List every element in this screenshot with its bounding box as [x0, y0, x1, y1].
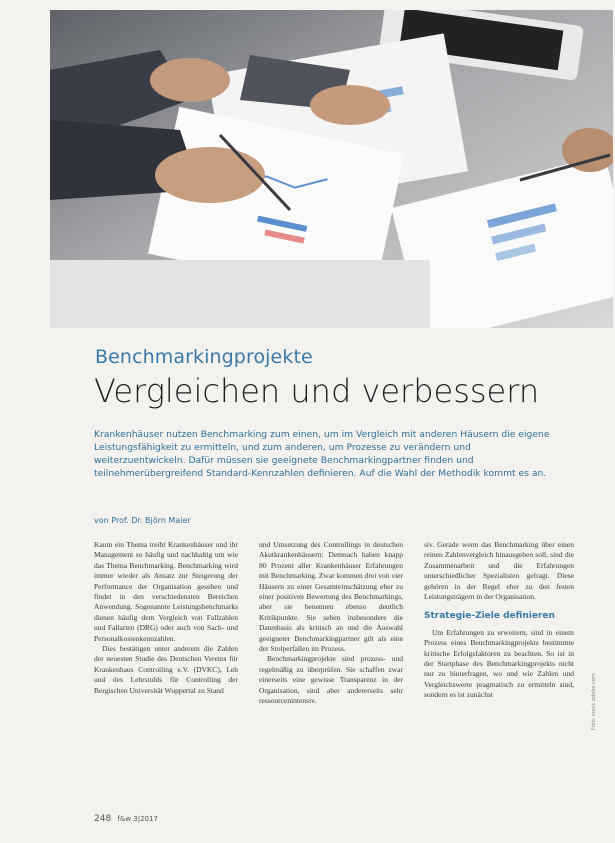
issue-label: f&w 3|2017	[117, 815, 158, 823]
photo-credit: Foto: stock.adobe.com	[591, 673, 597, 730]
article-lead: Krankenhäuser nutzen Benchmarking zum einen, um im Vergleich mit anderen Häusern die eigene Leistungsfähigkeit zu ermitteln, und zum anderen, um Prozesse zu verändern und weiterzuentwickeln. Dafür müssen sie geeignete Benchmarkingpartner finden und teilnehmerübergreifend Standard-Kennzahlen definieren. Auf die Wahl der Methodik kommt es an.	[94, 429, 550, 479]
body-paragraph: Benchmarkingprojekte sind prozess- und regelmäßig zu überprüfen. Sie schaffen zwar einerseits eine gewisse Transparenz in der Organisation, sind aber andererseits sehr ressourcenintensiv.	[259, 654, 403, 706]
body-paragraph: Kaum ein Thema treibt Krankenhäuser und ihr Management so häufig und nachhaltig um wie das Thema Benchmarking. Benchmarking wird immer wieder als Ansatz zur Steigerung der Performance der Organisation gesehen und findet in den verschiedensten Bereichen Anwendung. Sogenannte Leistungsbenchmarks dienen häufig dem Vergleich von Fallzahlen und Fallarten (DRG) oder auch von Sach- und Personalkostenkennzahlen.	[94, 540, 238, 643]
page-footer	[94, 814, 158, 824]
body-paragraph: und Umsetzung des Controllings in deutschen Akutkrankenhäusern: Demnach haben knapp 80 Prozent aller Krankenhäuser Erfahrungen mit Benchmarking. Zwar kommen drei von vier Häusern zu einer Gesamteinschätzung eher zu einer positiven Bewertung des Benchmarkings, aber sie benennen ebenso deutlich Kritikpunkte. Sie sehen insbesondere die Datenbasis als kritisch an und die Auswahl geeigneter Benchmarkingpartner gilt als eine der Stolperfallen im Prozess.	[259, 540, 403, 654]
meeting-charts-illustration	[50, 10, 613, 328]
body-column-2	[259, 540, 403, 758]
article-kicker: Benchmarkingprojekte	[95, 346, 313, 368]
section-subhead: Strategie-Ziele definieren	[424, 611, 555, 622]
body-paragraph: Um Erfahrungen zu erweitern, sind in einem Prozess eines Benchmarkingprojekts bestimmte kritische Erfolgsfaktoren zu beachten. So ist in der Startphase des Benchmarkingprojekts nicht nur zu hinterfragen, wo und wie Zahlen und Vergleichswerte pragmatisch zu ermitteln sind, sondern es ist zunächst	[424, 627, 574, 700]
body-column-3	[424, 540, 574, 758]
body-column-1	[94, 540, 238, 758]
hero-photo	[50, 10, 613, 328]
article-author: von Prof. Dr. Björn Maier	[94, 516, 191, 525]
article-headline: Vergleichen und verbessern	[94, 372, 540, 410]
body-paragraph: Dies bestätigen unter anderem die Zahlen der neuesten Studie des Deutschen Vereins für Krankenhaus Controlling e.V. (DVKC), Leh und des Lehrstuhls für Controlling der Bergischen Universität Wuppertal zu Stand	[94, 644, 238, 695]
body-paragraph: siv. Gerade wenn das Benchmarking über einen reinen Zahlenvergleich hinausgehen soll, sind die Zusammenarbeit und die Erfahrungen unterschiedlicher Spezialisten gefragt. Diese gehören in der Regel eher zu den festen Leistungsträgern in der Organisation.	[424, 540, 574, 602]
page-number: 248	[94, 814, 112, 824]
